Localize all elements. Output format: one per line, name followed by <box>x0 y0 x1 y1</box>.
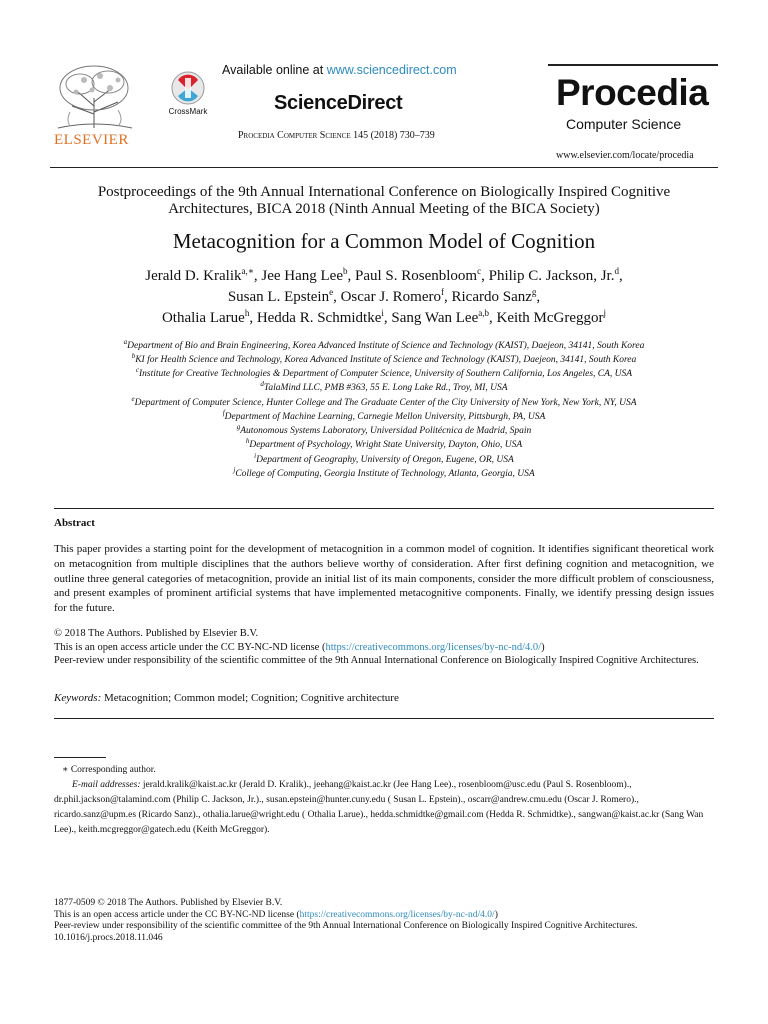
affiliation-g: $^g$Autonomous Systems Laboratory, Universidad Politécnica de Madrid, Spain <box>236 423 532 437</box>
affiliation-i: $^i$Department of Geography, University of Oregon, Eugene, OR, USA <box>254 452 514 466</box>
elsevier-wordmark: ELSEVIER <box>54 132 129 148</box>
email-addresses: E-mail addresses: jerald.kralik@kaist.ac.kr (Jerald D. Kralik)., jeehang@kaist.ac.kr (Jee Hang Lee)., rosenbloom@usc.edu (Paul S. Rosenbloom)., dr.phil.jackson@talamind.com (Philip C. Jackson, Jr.)., susan.epstein@hunter.cuny.edu ( Susan L. Epstein)., oscarr@andrew.cmu.edu (Oscar J. Romero)., ricardo.sanz@upm.es (Ricardo Sanz)., othalia.larue@wright.edu ( Othalia Larue)., hedda.schmidtke@gmail.com (Hedda R. Schmidtke)., sangwan@kaist.ac.kr (Sang Wan Lee)., keith.mcgreggor@gatech.edu (Keith McGreggor). <box>54 780 704 835</box>
affiliation-b: $^b$KI for Health Science and Technology, Korea Advanced Institute of Science and Technology (KAIST), Daejeon, 34141, South Korea <box>131 352 637 366</box>
abstract-top-rule <box>54 508 714 509</box>
affiliation-e: $^e$Department of Computer Science, Hunter College and The Graduate Center of the City University of New York, New York, NY, USA <box>131 395 637 409</box>
keywords-values: Metacognition; Common model; Cognition; Cognitive architecture <box>104 692 399 704</box>
bottom-license-block <box>54 898 714 944</box>
procedia-logo: Procedia <box>556 72 709 113</box>
authors-line-2: Susan L. Epstein$^e$, Oscar J. Romero$^f$, Ricardo Sanz$^g$, <box>227 287 541 305</box>
authors-line-1: Jerald D. Kralik$^{a,∗}$, Jee Hang Lee$^b$, Paul S. Rosenbloom$^c$, Philip C. Jackson, Jr.$^d$, <box>145 266 623 284</box>
available-prefix: Available online at <box>222 63 327 77</box>
doi-line[interactable]: 10.1016/j.procs.2018.11.046 <box>54 932 163 943</box>
abstract-body: This paper provides a starting point for the development of metacognition in a common model of cognition. It identifies significant theoretical work on metacognition from multiple disciplines that the authors believe worthy of consideration. After first defining cognition and metacognition, we outline three general categories of metacognition, provide an initial list of its main components, consider the more difficult problem of consciousness, and present examples of prominent artificial systems that have implemented metacognitive components. Finally, we identify pressing design issues for the future. <box>54 543 714 615</box>
affiliation-f: $^f$Department of Machine Learning, Carnegie Mellon University, Pittsburgh, PA, USA <box>222 409 546 423</box>
abstract-bottom-rule <box>54 718 714 719</box>
bottom-license-line: This is an open access article under the CC BY-NC-ND license (https://creativecommons.org/licenses/by-nc-nd/4.0/) <box>54 909 498 920</box>
license-line: This is an open access article under the CC BY-NC-ND license (https://creativecommons.org/licenses/by-nc-nd/4.0/) <box>54 641 545 653</box>
sciencedirect-link[interactable]: www.sciencedirect.com <box>326 63 457 77</box>
conference-line-2: Architectures, BICA 2018 (Ninth Annual Meeting of the BICA Society) <box>168 201 600 217</box>
issn-line: 1877-0509 © 2018 The Authors. Published by Elsevier B.V. <box>54 898 283 908</box>
sciencedirect-logo: ScienceDirect <box>274 92 403 114</box>
abstract-license-block <box>54 627 714 668</box>
header-divider <box>50 167 718 168</box>
keywords-label: Keywords: <box>54 692 102 704</box>
paper-title: Metacognition for a Common Model of Cognition <box>172 229 596 253</box>
procedia-subtitle: Computer Science <box>566 116 682 132</box>
affiliation-j: $^j$College of Computing, Georgia Institute of Technology, Atlanta, Georgia, USA <box>233 466 535 480</box>
corresponding-author-note: ∗ Corresponding author. <box>62 765 156 775</box>
authors-line-3: Othalia Larue$^h$, Hedda R. Schmidtke$^i$, Sang Wan Lee$^{a,b}$, Keith McGreggor$^j$ <box>161 308 607 326</box>
affiliation-c: $^c$Institute for Creative Technologies & Department of Computer Science, University of Southern California, Los Angeles, CA, USA <box>135 366 633 380</box>
journal-citation: Procedia Computer Science 145 (2018) 730–739 <box>238 130 435 141</box>
copyright-line: © 2018 The Authors. Published by Elsevier B.V. <box>54 628 259 639</box>
crossmark-label: CrossMark <box>168 107 208 116</box>
license-link[interactable]: https://creativecommons.org/licenses/by-nc-nd/4.0/ <box>325 641 542 653</box>
procedia-url[interactable]: www.elsevier.com/locate/procedia <box>556 150 694 161</box>
bottom-peer-review: Peer-review under responsibility of the scientific committee of the 9th Annual International Conference on Biologically Inspired Cognitive Architectures. <box>54 921 638 931</box>
bottom-license-link[interactable]: https://creativecommons.org/licenses/by-nc-nd/4.0/ <box>299 909 495 920</box>
affiliation-h: $^h$Department of Psychology, Wright State University, Dayton, Ohio, USA <box>245 437 523 451</box>
abstract-heading: Abstract <box>54 517 95 529</box>
affiliation-a: $^a$Department of Bio and Brain Engineering, Korea Advanced Institute of Science and Technology (KAIST), Daejeon, 34141, South Korea <box>123 338 645 352</box>
conference-line-1: Postproceedings of the 9th Annual International Conference on Biologically Inspired Cognitive <box>97 184 671 200</box>
keywords <box>54 692 399 704</box>
footnote <box>54 763 714 838</box>
peer-review-line: Peer-review under responsibility of the scientific committee of the 9th Annual International Conference on Biologically Inspired Cognitive Architectures. <box>54 655 699 666</box>
affiliation-d: $^d$TalaMind LLC, PMB #363, 55 E. Long Lake Rd., Troy, MI, USA <box>260 380 508 394</box>
available-online-text <box>222 63 457 77</box>
footnote-rule <box>54 757 106 758</box>
